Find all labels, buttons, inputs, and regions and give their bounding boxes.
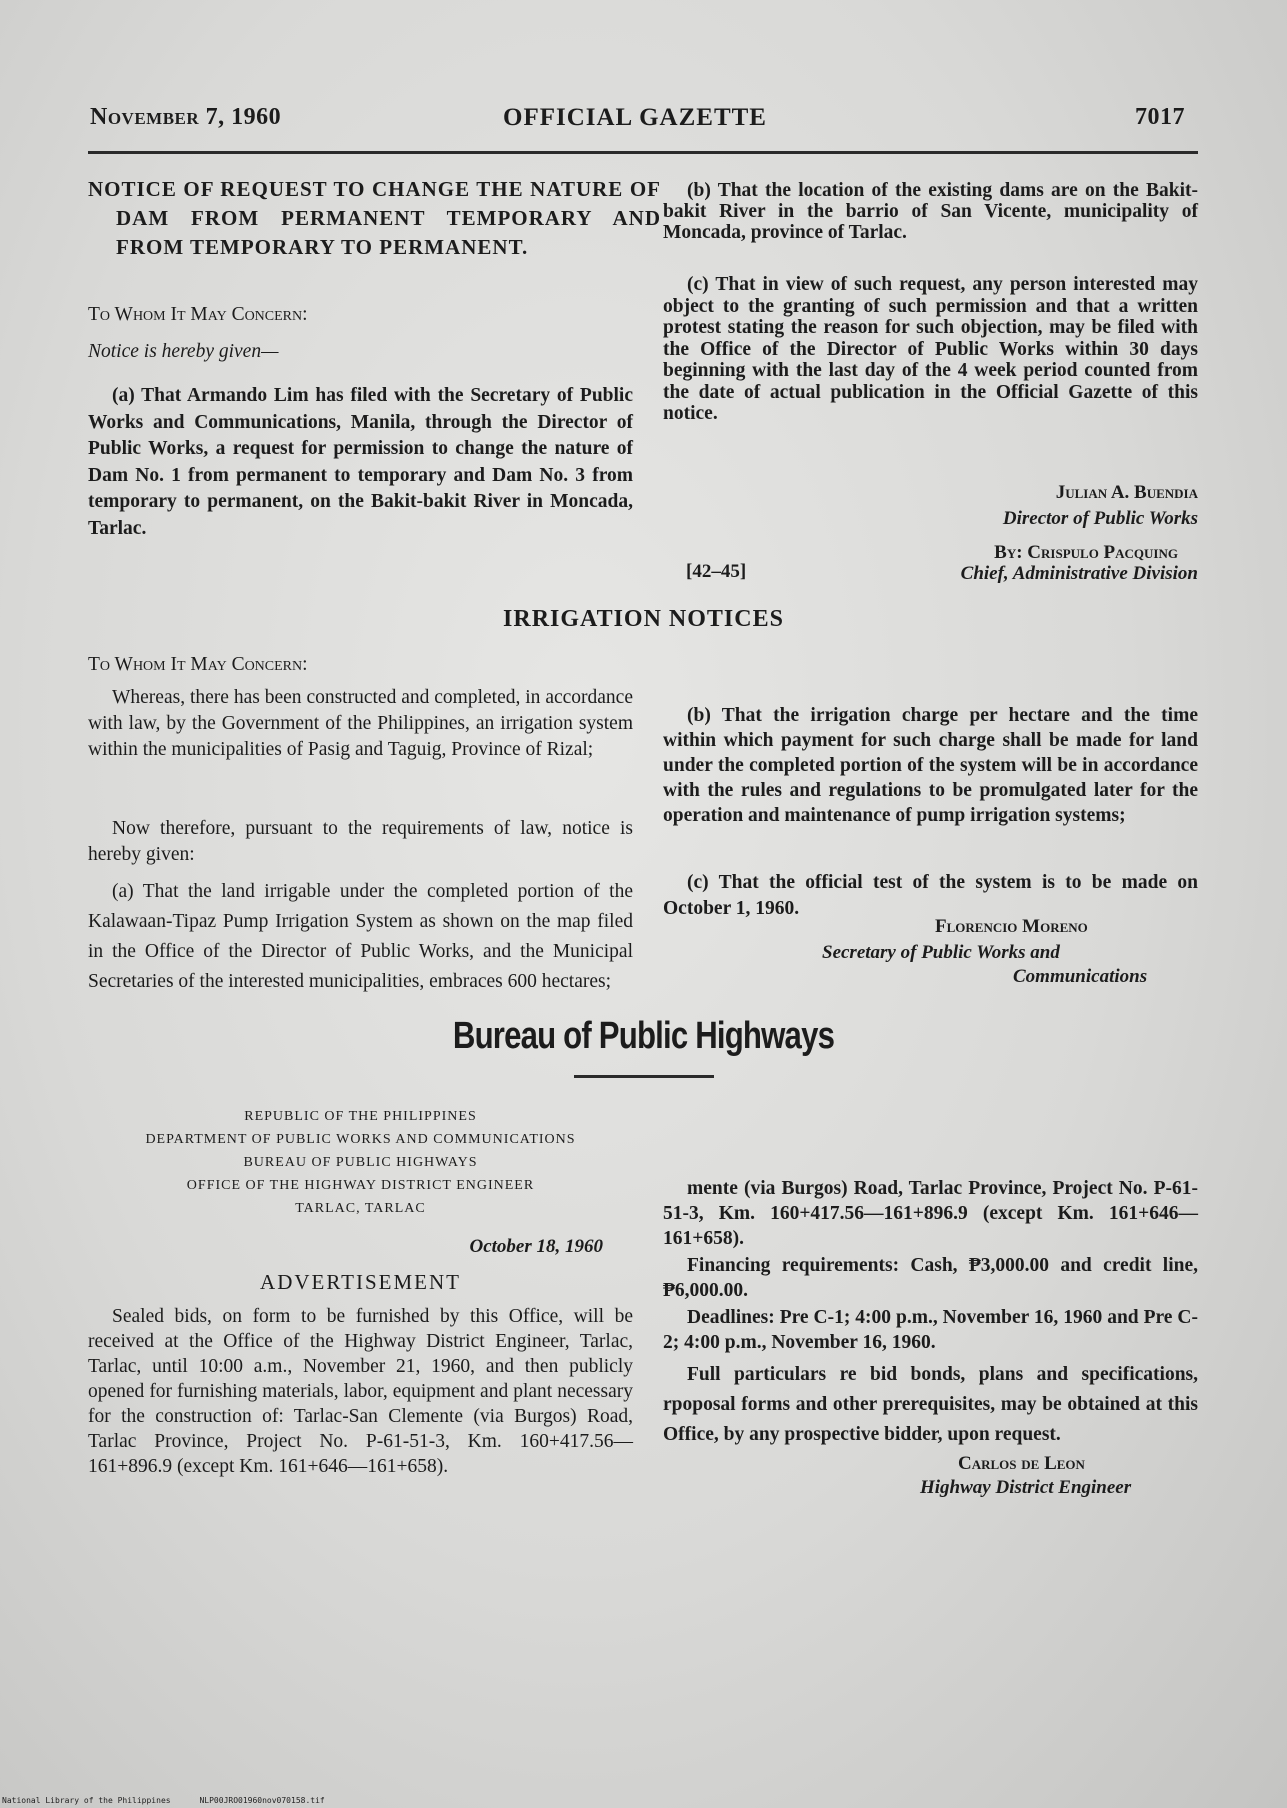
header-rule — [88, 151, 1198, 154]
notice-salutation: To Whom It May Concern: — [88, 304, 308, 325]
bph-financing: Financing requirements: Cash, ₱3,000.00 and credit line, ₱6,000.00. — [663, 1255, 1198, 1301]
bph-address-1: REPUBLIC OF THE PHILIPPINES — [244, 1109, 477, 1124]
irrigation-signatory-title-2: Communications — [1013, 966, 1148, 987]
footer-file: NLP00JRO01960nov070158.tif — [199, 1796, 325, 1805]
bph-address-2: DEPARTMENT OF PUBLIC WORKS AND COMMUNICATIONS — [145, 1132, 576, 1147]
bph-address-4: OFFICE OF THE HIGHWAY DISTRICT ENGINEER — [186, 1178, 535, 1193]
bph-deadlines: Deadlines: Pre C-1; 4:00 p.m., November 16, 1960 and Pre C-2; 4:00 p.m., November 16, 1960. — [663, 1307, 1198, 1353]
bph-date: October 18, 1960 — [469, 1236, 603, 1257]
bph-address-5: TARLAC, TARLAC — [295, 1201, 426, 1216]
header-date: November 7, 1960 — [90, 104, 282, 130]
notice-para-b: (b) That the location of the existing dams are on the Bakit-bakit River in the barrio of San Vicente, municipality of Moncada, province of Tarlac. — [663, 180, 1198, 243]
bph-rule — [574, 1075, 714, 1078]
bph-advertisement-heading: ADVERTISEMENT — [260, 1270, 461, 1294]
notice-signatory-name: Julian A. Buendia — [1055, 482, 1198, 503]
scan-footer — [2, 1796, 325, 1805]
bph-address-3: BUREAU OF PUBLIC HIGHWAYS — [243, 1155, 478, 1170]
bph-signatory-name: Carlos de Leon — [958, 1453, 1085, 1474]
bph-signatory-title: Highway District Engineer — [920, 1477, 1132, 1498]
notice-signatory-title: Director of Public Works — [1002, 508, 1198, 529]
irrigation-para-b: (b) That the irrigation charge per hectare and the time within which payment for such charge shall be made for land under the completed portion of the system will be in accordance with the rules and regulations to be promulgated later for the operation and maintenance of pump irrigation systems; — [663, 705, 1198, 826]
notice-by-name: By: Crispulo Pacquing — [994, 542, 1178, 563]
header-title: OFFICIAL GAZETTE — [503, 104, 767, 131]
bph-particulars: Full particulars re bid bonds, plans and specifications, rpoposal forms and other prerequisites, may be obtained at this Office, by any prospective bidder, upon request. — [663, 1364, 1198, 1445]
issue-reference: [42–45] — [686, 561, 747, 582]
irrigation-signatory-title-1: Secretary of Public Works and — [822, 942, 1060, 963]
notice-para-a: (a) That Armando Lim has filed with the Secretary of Public Works and Communications, Manila, through the Director of Public Works, a request for permission to change the nature of Dam No. 1 from permanent to temporary and Dam No. 3 from temporary to permanent, on the Bakit-bakit River in Moncada, Tarlac. — [88, 385, 633, 539]
notice-given: Notice is hereby given— — [88, 341, 279, 362]
notice-heading: NOTICE OF REQUEST TO CHANGE THE NATURE OF DAM FROM PERMANENT TEMPORARY AND FROM TEMPORARY TO PERMANENT. — [88, 177, 661, 259]
irrigation-salutation: To Whom It May Concern: — [88, 654, 308, 675]
irrigation-para-a: (a) That the land irrigable under the completed portion of the Kalawaan-Tipaz Pump Irrigation System as shown on the map filed in the Office of the Director of Public Works, and the Municipal Secretaries of the interested municipalities, embraces 600 hectares; — [88, 881, 633, 992]
bph-title: Bureau of Public Highways — [452, 1015, 835, 1057]
bph-body-part-1 — [88, 1304, 633, 1477]
bph-body-continued: mente (via Burgos) Road, Tarlac Province, Project No. P-61-51-3, Km. 160+417.56—161+896.9 (except Km. 161+646—161+658). — [663, 1178, 1198, 1249]
page-number: 7017 — [1135, 104, 1185, 130]
irrigation-title: IRRIGATION NOTICES — [503, 606, 784, 632]
footer-library: National Library of the Philippines — [2, 1796, 171, 1805]
irrigation-whereas: Whereas, there has been constructed and completed, in accordance with law, by the Government of the Philippines, an irrigation system within the municipalities of Pasig and Taguig, Province of Rizal; — [88, 687, 633, 760]
irrigation-signatory-name: Florencio Moreno — [935, 916, 1088, 937]
bph-body-text: Sealed bids, on form to be furnished by this Office, will be received at the Office of the Highway District Engineer, Tarlac, Tarlac, until 10:00 a.m., November 21, 1960, and then publicly opened for furnishing materials, labor, equipment and plant necessary for the construction of: Tarlac-San Clemente (via Burgos) Road, Tarlac Province, Project No. P-61-51-3, Km. 160+417.56—161+896.9 (except Km. 161+646—161+658). — [88, 1306, 633, 1477]
irrigation-para-c: (c) That the official test of the system is to be made on October 1, 1960. — [663, 872, 1198, 919]
notice-by-title: Chief, Administrative Division — [960, 563, 1198, 584]
notice-para-c: (c) That in view of such request, any person interested may object to the granting of such permission and that a written protest stating the reason for such objection, may be filed with the Office of the Director of Public Works within 30 days beginning with the last day of the 4 week period counted from the date of actual publication in the Official Gazette of this notice. — [663, 274, 1198, 424]
irrigation-now-therefore: Now therefore, pursuant to the requirements of law, notice is hereby given: — [88, 818, 633, 865]
